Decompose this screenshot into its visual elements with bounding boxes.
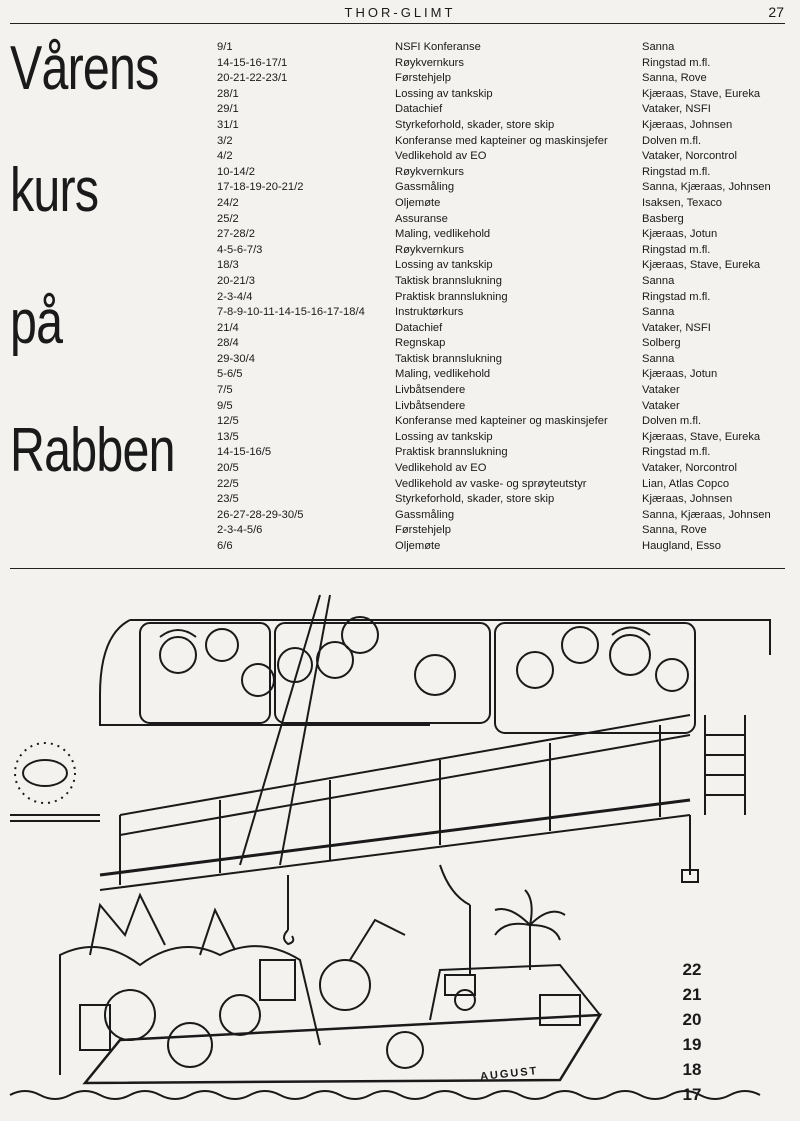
course-dates: 24/2 [217,196,239,209]
course-row [217,196,782,212]
course-dates: 4/2 [217,150,233,163]
course-dates: 20/5 [217,462,239,475]
course-name: Taktisk brannslukning [395,274,502,287]
course-instructor: Vataker, Norcontrol [642,150,737,163]
course-instructor: Isaksen, Texaco [642,196,723,209]
course-instructor: Sanna [642,274,675,287]
course-instructor: Kjæraas, Johnsen [642,118,733,131]
course-instructor: Haugland, Esso [642,540,721,552]
course-dates: 26-27-28-29-30/5 [217,508,304,521]
course-name: Datachief [395,321,443,334]
course-name: Konferanse med kapteiner og maskinsjefer [395,134,608,147]
course-row [217,212,782,228]
course-row [217,445,782,461]
course-instructor: Dolven m.fl. [642,415,702,428]
course-name: Konferanse med kapteiner og maskinsjefer [395,415,608,428]
calendar-number: 19 [682,1035,702,1054]
course-name: NSFI Konferanse [395,41,481,53]
calendar-numbers [672,957,712,1107]
course-row [217,134,782,150]
course-instructor: Ringstad m.fl. [642,243,711,256]
course-instructor: Vataker, Norcontrol [642,462,737,475]
course-instructor: Vataker [642,399,680,412]
calendar-number: 21 [682,985,702,1004]
course-schedule-table [217,40,782,555]
cartoon-illustration [0,575,800,1121]
course-name: Vedlikehold av EO [395,462,487,475]
course-dates: 13/5 [217,430,239,443]
course-dates: 28/4 [217,337,239,350]
course-instructor: Vataker, NSFI [642,321,711,334]
header-divider [10,23,785,24]
course-row [217,336,782,352]
course-dates: 5-6/5 [217,368,243,381]
course-dates: 12/5 [217,415,239,428]
course-name: Røykvernkurs [395,165,464,178]
course-row [217,352,782,368]
course-name: Assuranse [395,212,448,225]
course-dates: 21/4 [217,321,239,334]
course-dates: 23/5 [217,493,239,506]
course-instructor: Sanna [642,352,675,365]
course-name: Styrkeforhold, skader, store skip [395,118,555,131]
course-dates: 3/2 [217,134,233,147]
course-row [217,165,782,181]
course-name: Førstehjelp [395,72,451,85]
course-dates: 29-30/4 [217,352,255,365]
course-dates: 14-15-16-17/1 [217,56,288,69]
course-name: Lossing av tankskip [395,87,493,100]
course-instructor: Sanna [642,306,675,319]
gangway-icon [100,800,690,875]
crew-face-icon [160,637,196,673]
porthole-icon [23,760,67,786]
course-dates: 14-15-16/5 [217,446,272,459]
water-waves [10,1091,760,1099]
course-dates: 20-21-22-23/1 [217,72,288,85]
course-instructor: Kjæraas, Stave, Eureka [642,430,761,443]
course-row [217,56,782,72]
course-dates: 20-21/3 [217,274,255,287]
course-instructor: Basberg [642,212,684,225]
course-row [217,274,782,290]
course-row [217,227,782,243]
course-name: Maling, vedlikehold [395,368,491,381]
course-name: Røykvernkurs [395,56,464,69]
headline-line-2: kurs [10,156,99,225]
cargo-pile [60,946,320,1075]
course-instructor: Kjæraas, Jotun [642,368,718,381]
course-row [217,243,782,259]
course-row [217,149,782,165]
course-dates: 7-8-9-10-11-14-15-16-17-18/4 [217,306,365,319]
calendar-number: 22 [682,960,702,979]
course-instructor: Sanna, Rove [642,524,707,537]
course-instructor: Sanna [642,41,675,53]
boat-name-label: AUGUST [479,1064,539,1084]
course-row [217,430,782,446]
course-dates: 28/1 [217,87,239,100]
course-row [217,383,782,399]
course-name: Gassmåling [395,181,455,194]
magazine-title: THOR-GLIMT [344,5,456,20]
course-instructor: Kjæraas, Stave, Eureka [642,87,761,100]
course-name: Livbåtsendere [395,384,466,397]
course-dates: 17-18-19-20-21/2 [217,181,304,194]
course-row [217,523,782,539]
course-instructor: Kjæraas, Johnsen [642,493,733,506]
course-dates: 22/5 [217,477,239,490]
course-dates: 9/1 [217,41,233,53]
course-instructor: Sanna, Kjæraas, Johnsen [642,181,771,194]
ship-bulkhead [100,620,430,725]
course-instructor: Ringstad m.fl. [642,56,711,69]
headline-line-3: på [10,288,63,357]
course-instructor: Vataker, NSFI [642,103,711,116]
course-dates: 7/5 [217,384,233,397]
course-row [217,367,782,383]
course-dates: 18/3 [217,259,239,272]
course-row [217,180,782,196]
course-dates: 27-28/2 [217,228,255,241]
course-row [217,321,782,337]
course-row [217,102,782,118]
course-name: Røykvernkurs [395,243,464,256]
course-instructor: Kjæraas, Stave, Eureka [642,259,761,272]
course-name: Førstehjelp [395,524,451,537]
course-dates: 9/5 [217,399,233,412]
course-row [217,508,782,524]
course-name: Praktisk brannslukning [395,290,508,303]
course-name: Oljemøte [395,540,441,552]
course-instructor: Dolven m.fl. [642,134,702,147]
course-name: Gassmåling [395,508,455,521]
course-name: Vedlikehold av vaske- og sprøyteutstyr [395,477,587,490]
course-instructor: Lian, Atlas Copco [642,477,730,490]
course-row [217,118,782,134]
course-name: Vedlikehold av EO [395,150,487,163]
course-row [217,40,782,56]
calendar-number: 17 [682,1085,702,1104]
course-name: Datachief [395,103,443,116]
course-name: Lossing av tankskip [395,430,493,443]
course-name: Oljemøte [395,196,441,209]
course-name: Taktisk brannslukning [395,352,502,365]
course-instructor: Ringstad m.fl. [642,290,711,303]
ship-window-left [140,623,270,723]
section-divider [10,568,785,569]
course-dates: 31/1 [217,118,239,131]
course-dates: 4-5-6-7/3 [217,243,263,256]
course-dates: 29/1 [217,103,239,116]
course-dates: 2-3-4-5/6 [217,524,263,537]
course-name: Instruktørkurs [395,306,464,319]
course-dates: 2-3-4/4 [217,290,253,303]
course-row [217,305,782,321]
course-name: Maling, vedlikehold [395,228,491,241]
ship-window-right [495,623,695,733]
headline-line-4: Rabben [10,416,175,485]
course-instructor: Vataker [642,384,680,397]
course-dates: 25/2 [217,212,239,225]
course-row [217,492,782,508]
course-row [217,461,782,477]
course-row [217,414,782,430]
course-name: Livbåtsendere [395,399,466,412]
course-row [217,399,782,415]
course-dates: 10-14/2 [217,165,255,178]
course-row [217,87,782,103]
course-name: Lossing av tankskip [395,259,493,272]
headline-line-1: Vårens [10,34,159,103]
page-number: 27 [768,4,784,20]
course-instructor: Solberg [642,337,681,350]
calendar-number: 18 [682,1060,702,1079]
course-instructor: Ringstad m.fl. [642,446,711,459]
course-name: Praktisk brannslukning [395,446,508,459]
course-name: Regnskap [395,337,446,350]
course-row [217,258,782,274]
course-instructor: Ringstad m.fl. [642,165,711,178]
course-instructor: Kjæraas, Jotun [642,228,718,241]
course-instructor: Sanna, Kjæraas, Johnsen [642,508,771,521]
course-row [217,539,782,555]
course-dates: 6/6 [217,540,233,552]
course-instructor: Sanna, Rove [642,72,707,85]
course-row [217,477,782,493]
course-row [217,290,782,306]
course-name: Styrkeforhold, skader, store skip [395,493,555,506]
calendar-number: 20 [682,1010,702,1029]
course-row [217,71,782,87]
ship-deck-outline [130,620,770,655]
